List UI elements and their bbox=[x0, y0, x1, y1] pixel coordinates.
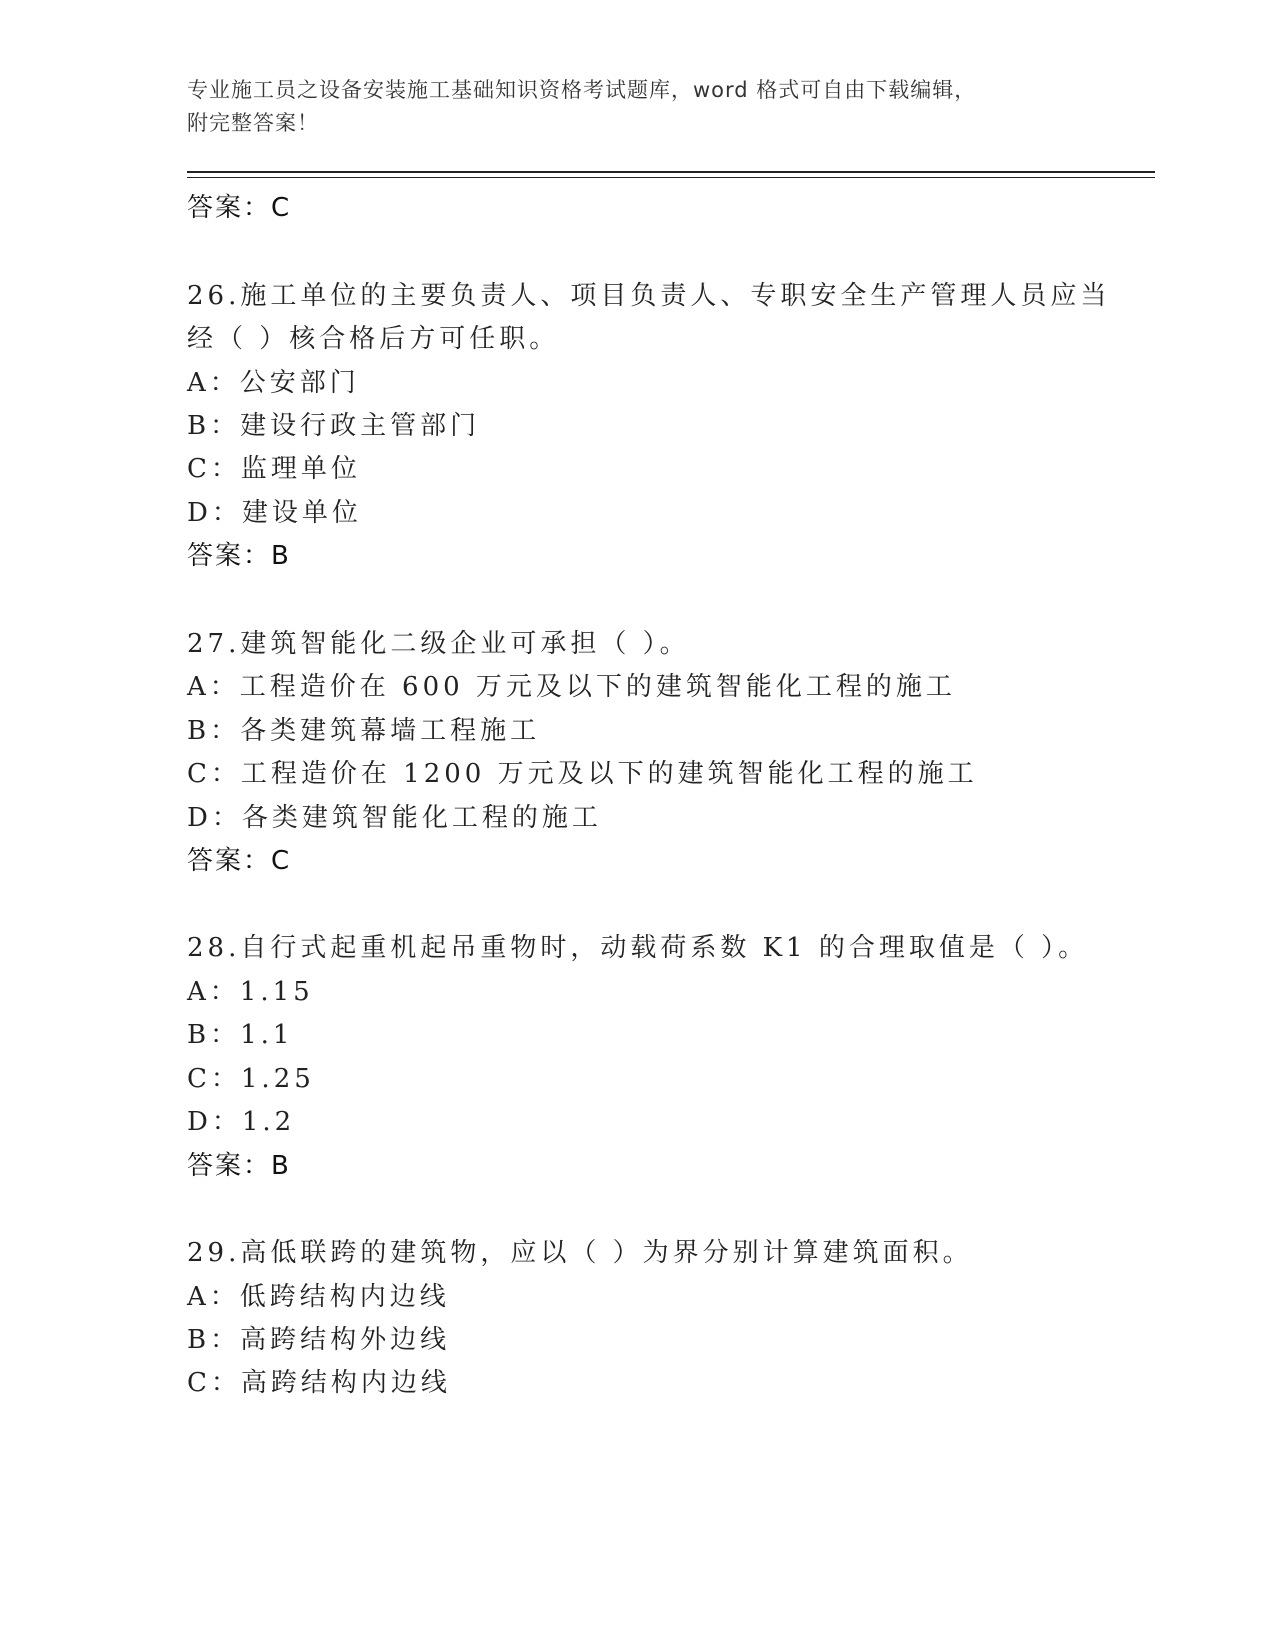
header-divider-thin bbox=[187, 177, 1155, 178]
answer-label: 答案：C bbox=[187, 193, 292, 223]
option-b: B：各类建筑幕墙工程施工 bbox=[187, 716, 541, 746]
header-divider-thick bbox=[187, 171, 1155, 173]
question-stem: 26.施工单位的主要负责人、项目负责人、专职安全生产管理人员应当 bbox=[187, 281, 1111, 311]
option-d: D：建设单位 bbox=[187, 498, 362, 528]
option-c: C：监理单位 bbox=[187, 454, 361, 484]
option-a: A：公安部门 bbox=[187, 368, 360, 398]
option-a: A：低跨结构内边线 bbox=[187, 1282, 450, 1312]
option-b: B：建设行政主管部门 bbox=[187, 411, 481, 441]
answer-label: 答案：C bbox=[187, 846, 292, 876]
question-stem: 27.建筑智能化二级企业可承担（ ）。 bbox=[187, 629, 690, 659]
option-a: A：工程造价在 600 万元及以下的建筑智能化工程的施工 bbox=[187, 672, 956, 702]
option-c: C：工程造价在 1200 万元及以下的建筑智能化工程的施工 bbox=[187, 759, 978, 789]
option-b: B：高跨结构外边线 bbox=[187, 1325, 451, 1355]
answer-label: 答案：B bbox=[187, 1151, 291, 1181]
question-stem: 28.自行式起重机起吊重物时，动载荷系数 K1 的合理取值是（ ）。 bbox=[187, 933, 1089, 963]
question-stem: 经（ ）核合格后方可任职。 bbox=[187, 324, 560, 354]
option-d: D：各类建筑智能化工程的施工 bbox=[187, 803, 602, 833]
header-title-line-2: 附完整答案！ bbox=[187, 111, 319, 135]
option-d: D：1.2 bbox=[187, 1107, 296, 1137]
option-a: A：1.15 bbox=[187, 977, 314, 1007]
answer-label: 答案：B bbox=[187, 541, 291, 571]
question-stem: 29.高低联跨的建筑物，应以（ ）为界分别计算建筑面积。 bbox=[187, 1238, 973, 1268]
option-c: C：高跨结构内边线 bbox=[187, 1368, 451, 1398]
option-c: C：1.25 bbox=[187, 1064, 315, 1094]
header-title-line-1: 专业施工员之设备安装施工基础知识资格考试题库，word 格式可自由下载编辑， bbox=[187, 78, 977, 102]
option-b: B：1.1 bbox=[187, 1020, 294, 1050]
